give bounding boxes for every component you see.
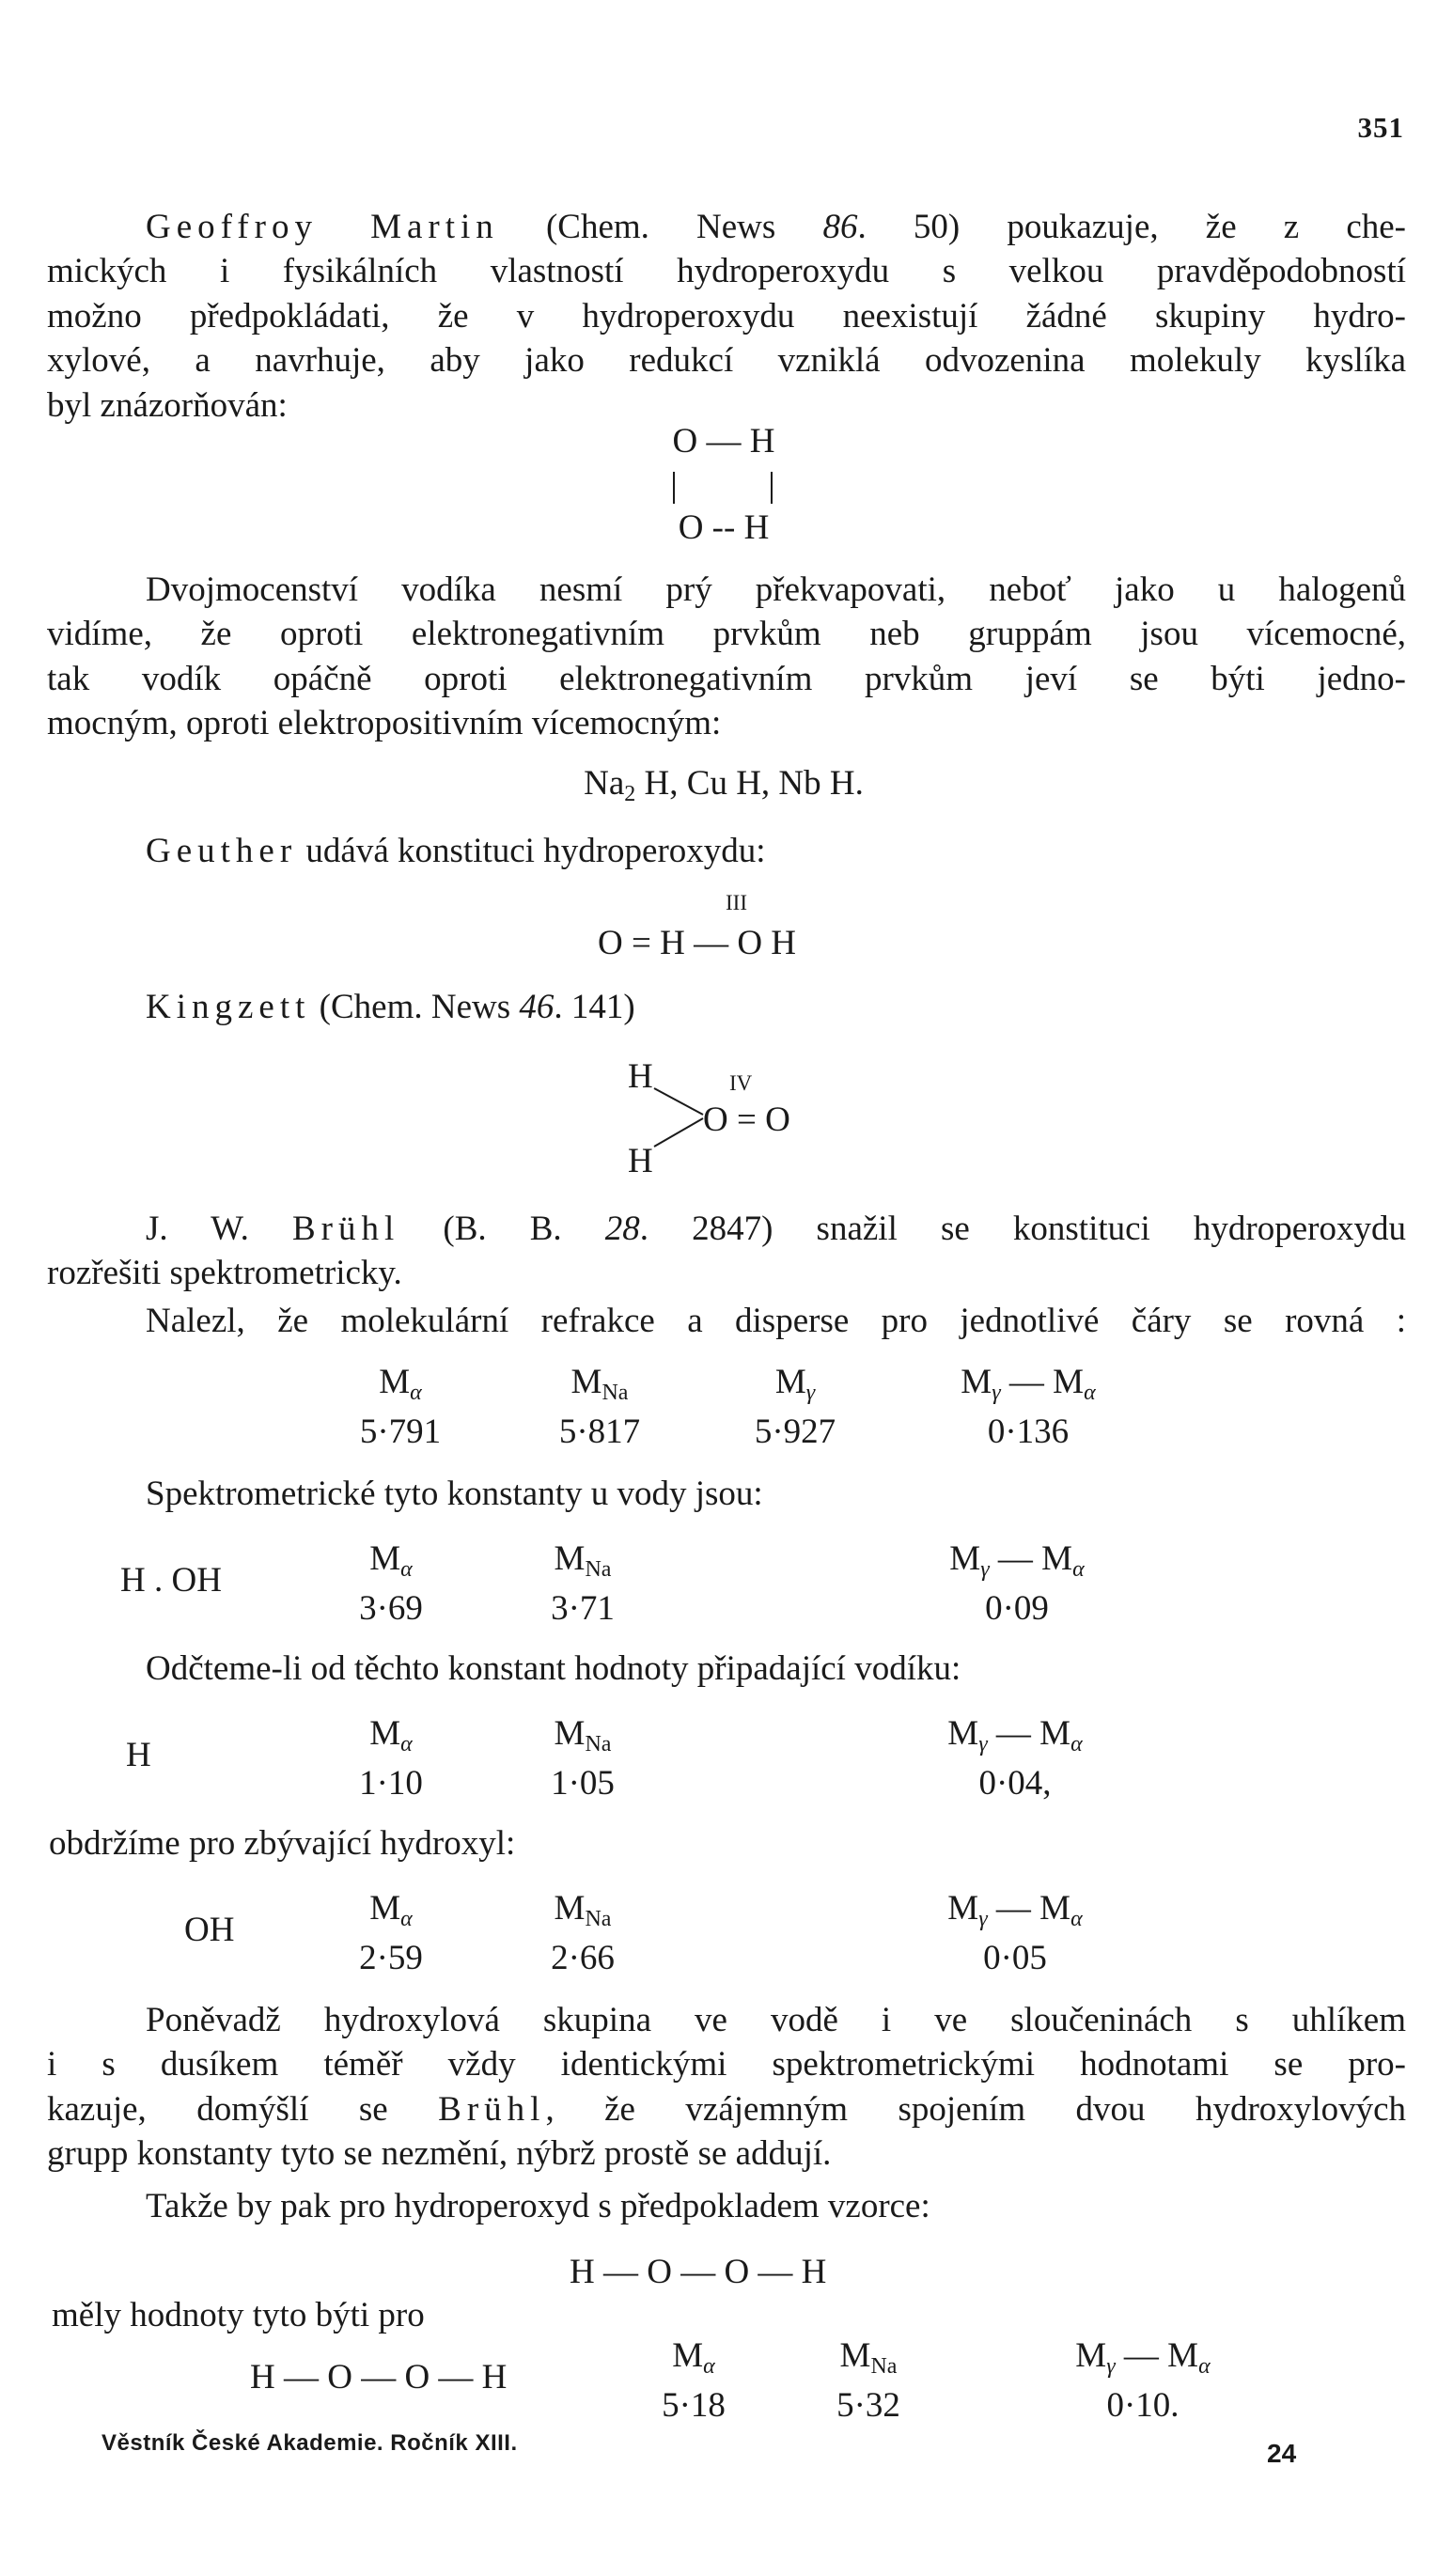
t2-col-1: $M_\alpha$ 3·69 (359, 1539, 423, 1628)
formula-geuther: O = H — O H (598, 924, 797, 962)
paragraph-1 (146, 205, 1406, 250)
formula-peroxide-top: O — H (672, 422, 775, 461)
t4-col-1: $M_\alpha$ 2·59 (359, 1889, 423, 1977)
paragraph-12: měly hodnoty tyto býti pro (52, 2296, 425, 2334)
valence-iii: III (726, 891, 747, 914)
author-bruhl-2: Brühl (438, 2089, 546, 2129)
formula-hydrides: $Na_2$ H, Cu H, Nb H. (584, 764, 864, 806)
author-bruhl: Brühl (291, 1210, 400, 1248)
bond-left (673, 472, 675, 504)
t3-row-label: H (126, 1736, 151, 1774)
t4-col-2: $M_{Na}$ 2·66 (551, 1889, 615, 1977)
journal-footer: Věstník České Akademie. Ročník XIII. (102, 2430, 518, 2456)
t4-col-3: $M_\gamma$ — $M_\alpha$ 0·05 (947, 1889, 1083, 1977)
t1-col-3: $M_\gamma$ 5·927 (754, 1363, 836, 1451)
paragraph-1-body: mických i fysikálních vlastností hydroperoxydu s velkou pravděpodobností možno předpokládati, že v hydroperoxydu neexistují žádné skupiny hydro- xylové, a navrhuje, aby jako redukcí vzniklá odvozenina molekuly kyslíka byl znázorňován: (47, 252, 1406, 425)
paragraph-geuther: Geuther udává konstituci hydroperoxydu: (146, 832, 766, 870)
author-martin: Geoffroy Martin (146, 208, 499, 246)
t5-col-1: $M_\alpha$ 5·18 (662, 2336, 726, 2425)
t4-row-label: OH (184, 1911, 235, 1949)
p1-line-1: Geoffroy Martin (Chem. News 86. 50) poukazuje, že z che- (146, 208, 1407, 246)
t5-col-3: $M_\gamma$ — $M_\alpha$ 0·10. (1075, 2336, 1211, 2425)
t3-col-3: $M_\gamma$ — $M_\alpha$ 0·04, (947, 1714, 1083, 1803)
formula-kingzett-h-bottom: H (628, 1142, 653, 1180)
formula-kingzett-h-top: H (628, 1057, 653, 1096)
paragraph-6: Nalezl, že molekulární refrakce a disperse pro jednotlivé čáry se rovná : (146, 1302, 1406, 1340)
t1-col-2: $M_{Na}$ 5·817 (558, 1363, 641, 1451)
paragraph-bruhl: J. W. Brühl (B. B. 28. 2847) snažil se konstituci hydroperoxydu (146, 1210, 1406, 1248)
paragraph-bruhl-body: rozřešiti spektrometricky. (47, 1254, 402, 1292)
paragraph-kingzett: Kingzett (Chem. News 46. 141) (146, 988, 635, 1026)
t2-col-2: $M_{Na}$ 3·71 (551, 1539, 615, 1628)
bond-upper (654, 1088, 703, 1115)
t1-col-1: $M_\alpha$ 5·791 (359, 1363, 442, 1451)
formula-kingzett-rest: O = O (703, 1101, 790, 1139)
bond-right (771, 472, 773, 504)
formula-peroxide-bottom: O -- H (678, 508, 770, 547)
t5-col-2: $M_{Na}$ 5·32 (836, 2336, 900, 2425)
t3-col-2: $M_{Na}$ 1·05 (551, 1714, 615, 1803)
signature-mark: 24 (1267, 2439, 1297, 2468)
author-kingzett: Kingzett (146, 988, 311, 1026)
paragraph-7: Spektrometrické tyto konstanty u vody jsou: (146, 1475, 763, 1513)
paragraph-2-body: vidíme, že oproti elektronegativním prvkům neb gruppám jsou vícemocné, tak vodík opáčně oproti elektronegativním prvkům jeví se býti jedno- mocným, oproti elektropositivním vícemocným: (47, 615, 1406, 742)
paragraph-2: Dvojmocenství vodíka nesmí prý překvapovati, neboť jako u halogenů (146, 570, 1406, 609)
paragraph-11: Takže by pak pro hydroperoxyd s předpokladem vzorce: (146, 2187, 930, 2225)
page-number: 351 (1357, 111, 1404, 144)
paragraph-8: Odčteme-li od těchto konstant hodnoty připadající vodíku: (146, 1649, 961, 1688)
bond-lower (654, 1118, 703, 1147)
valence-iv: IV (729, 1071, 753, 1095)
t3-col-1: $M_\alpha$ 1·10 (359, 1714, 423, 1803)
t1-col-4: $M_\gamma$ — $M_\alpha$ 0·136 (961, 1363, 1096, 1451)
author-geuther: Geuther (146, 832, 298, 870)
formula-hooh: H — O — O — H (570, 2253, 827, 2291)
t2-row-label: H . OH (120, 1561, 222, 1600)
paragraph-10-body: i s dusíkem téměř vždy identickými spektrometrickými hodnotami se pro- kazuje, domýšlí se Brühl, že vzájemným spojením dvou hydroxylových grupp konstanty tyto se nezmění, nýbrž prostě se addují. (47, 2045, 1407, 2173)
paragraph-10: Poněvadž hydroxylová skupina ve vodě i ve sloučeninách s uhlíkem (146, 2001, 1406, 2039)
t5-row-label: H — O — O — H (250, 2358, 508, 2396)
paragraph-9: obdržíme pro zbývající hydroxyl: (49, 1824, 516, 1863)
t2-col-3: $M_\gamma$ — $M_\alpha$ 0·09 (949, 1539, 1085, 1628)
